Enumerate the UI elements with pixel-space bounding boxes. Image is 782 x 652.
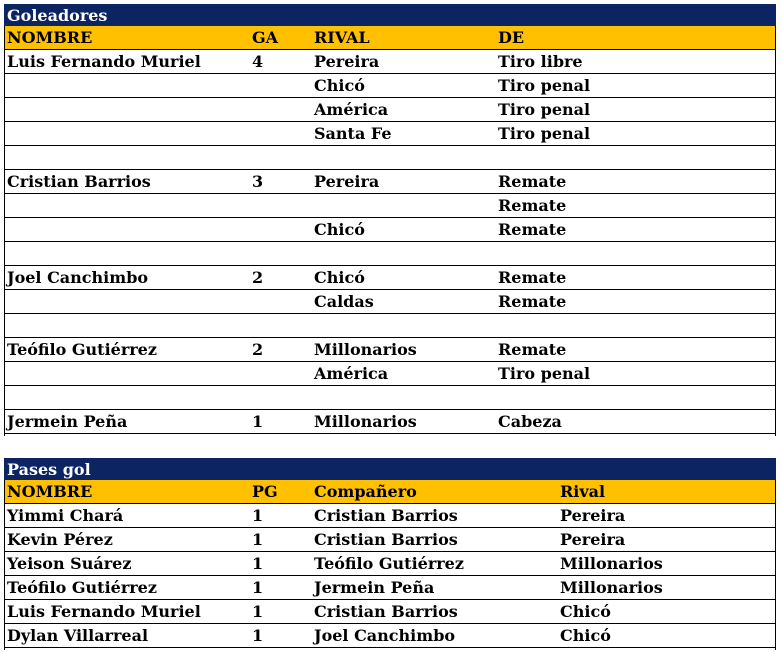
col4-cell: Remate <box>498 268 567 287</box>
name-cell: Kevin Pérez <box>7 530 113 549</box>
col3-cell: Santa Fe <box>314 124 392 143</box>
header-companero: Compañero <box>314 482 417 501</box>
header-nombre: NOMBRE <box>7 482 93 501</box>
count-cell: 3 <box>252 172 264 191</box>
table-row <box>4 410 776 434</box>
col3-cell: América <box>314 100 389 119</box>
col4-cell: Cabeza <box>498 412 562 431</box>
table-row <box>4 290 776 314</box>
col4-cell: Chicó <box>560 602 611 621</box>
table-row <box>4 528 776 552</box>
col4-cell: Tiro penal <box>498 76 591 95</box>
name-cell: Joel Canchimbo <box>7 268 149 287</box>
table-row <box>4 266 776 290</box>
col4-cell: Tiro libre <box>498 52 583 71</box>
col3-cell: Teófilo Gutiérrez <box>314 554 464 573</box>
col3-cell: América <box>314 364 389 383</box>
col3-cell: Millonarios <box>314 340 417 359</box>
col3-cell: Millonarios <box>314 412 417 431</box>
col4-cell: Tiro penal <box>498 364 591 383</box>
col4-cell: Remate <box>498 196 567 215</box>
table-row <box>4 362 776 386</box>
col4-cell: Tiro penal <box>498 124 591 143</box>
col4-cell: Pereira <box>560 506 626 525</box>
col3-cell: Cristian Barrios <box>314 602 458 621</box>
col3-cell: Pereira <box>314 172 380 191</box>
header-de: DE <box>498 28 525 47</box>
count-cell: 1 <box>252 578 264 597</box>
col4-cell: Chicó <box>560 626 611 645</box>
count-cell: 4 <box>252 52 264 71</box>
table-row <box>4 552 776 576</box>
table-row <box>4 504 776 528</box>
scorers-title: Goleadores <box>4 4 776 26</box>
count-cell: 1 <box>252 412 264 431</box>
table-row <box>4 74 776 98</box>
assists-header-row <box>4 480 776 504</box>
table-row <box>4 624 776 648</box>
name-cell: Teófilo Gutiérrez <box>7 578 157 597</box>
col4-cell: Remate <box>498 220 567 239</box>
header-rival: Rival <box>560 482 606 501</box>
name-cell: Teófilo Gutiérrez <box>7 340 157 359</box>
col3-cell: Cristian Barrios <box>314 530 458 549</box>
scorers-header-row <box>4 26 776 50</box>
col3-cell: Cristian Barrios <box>314 506 458 525</box>
col4-cell: Millonarios <box>560 578 663 597</box>
table-row <box>4 146 776 170</box>
table-row <box>4 50 776 74</box>
header-rival: RIVAL <box>314 28 370 47</box>
table-row <box>4 194 776 218</box>
count-cell: 1 <box>252 530 264 549</box>
count-cell: 1 <box>252 506 264 525</box>
table-row <box>4 122 776 146</box>
col4-cell: Remate <box>498 340 567 359</box>
col3-cell: Chicó <box>314 268 365 287</box>
table-row <box>4 386 776 410</box>
col3-cell: Joel Canchimbo <box>314 626 456 645</box>
count-cell: 1 <box>252 602 264 621</box>
table-row <box>4 170 776 194</box>
col3-cell: Pereira <box>314 52 380 71</box>
col4-cell: Millonarios <box>560 554 663 573</box>
scorers-body <box>4 50 776 434</box>
name-cell: Cristian Barrios <box>7 172 151 191</box>
col3-cell: Jermein Peña <box>314 578 435 597</box>
table-row <box>4 576 776 600</box>
table-row <box>4 218 776 242</box>
name-cell: Yeison Suárez <box>7 554 132 573</box>
assists-title: Pases gol <box>4 458 776 480</box>
col4-cell: Pereira <box>560 530 626 549</box>
col4-cell: Remate <box>498 292 567 311</box>
scorers-table <box>4 4 776 434</box>
name-cell: Luis Fernando Muriel <box>7 602 201 621</box>
col3-cell: Caldas <box>314 292 374 311</box>
table-row <box>4 600 776 624</box>
name-cell: Dylan Villarreal <box>7 626 149 645</box>
table-row <box>4 314 776 338</box>
col4-cell: Tiro penal <box>498 100 591 119</box>
count-cell: 1 <box>252 626 264 645</box>
table-row <box>4 338 776 362</box>
count-cell: 2 <box>252 268 264 287</box>
name-cell: Luis Fernando Muriel <box>7 52 201 71</box>
header-nombre: NOMBRE <box>7 28 93 47</box>
count-cell: 1 <box>252 554 264 573</box>
col4-cell: Remate <box>498 172 567 191</box>
name-cell: Jermein Peña <box>7 412 128 431</box>
assists-body <box>4 504 776 648</box>
count-cell: 2 <box>252 340 264 359</box>
name-cell: Yimmi Chará <box>7 506 124 525</box>
assists-table <box>4 458 776 648</box>
col3-cell: Chicó <box>314 220 365 239</box>
table-row <box>4 242 776 266</box>
col3-cell: Chicó <box>314 76 365 95</box>
header-ga: GA <box>252 28 279 47</box>
table-row <box>4 98 776 122</box>
header-pg: PG <box>252 482 278 501</box>
